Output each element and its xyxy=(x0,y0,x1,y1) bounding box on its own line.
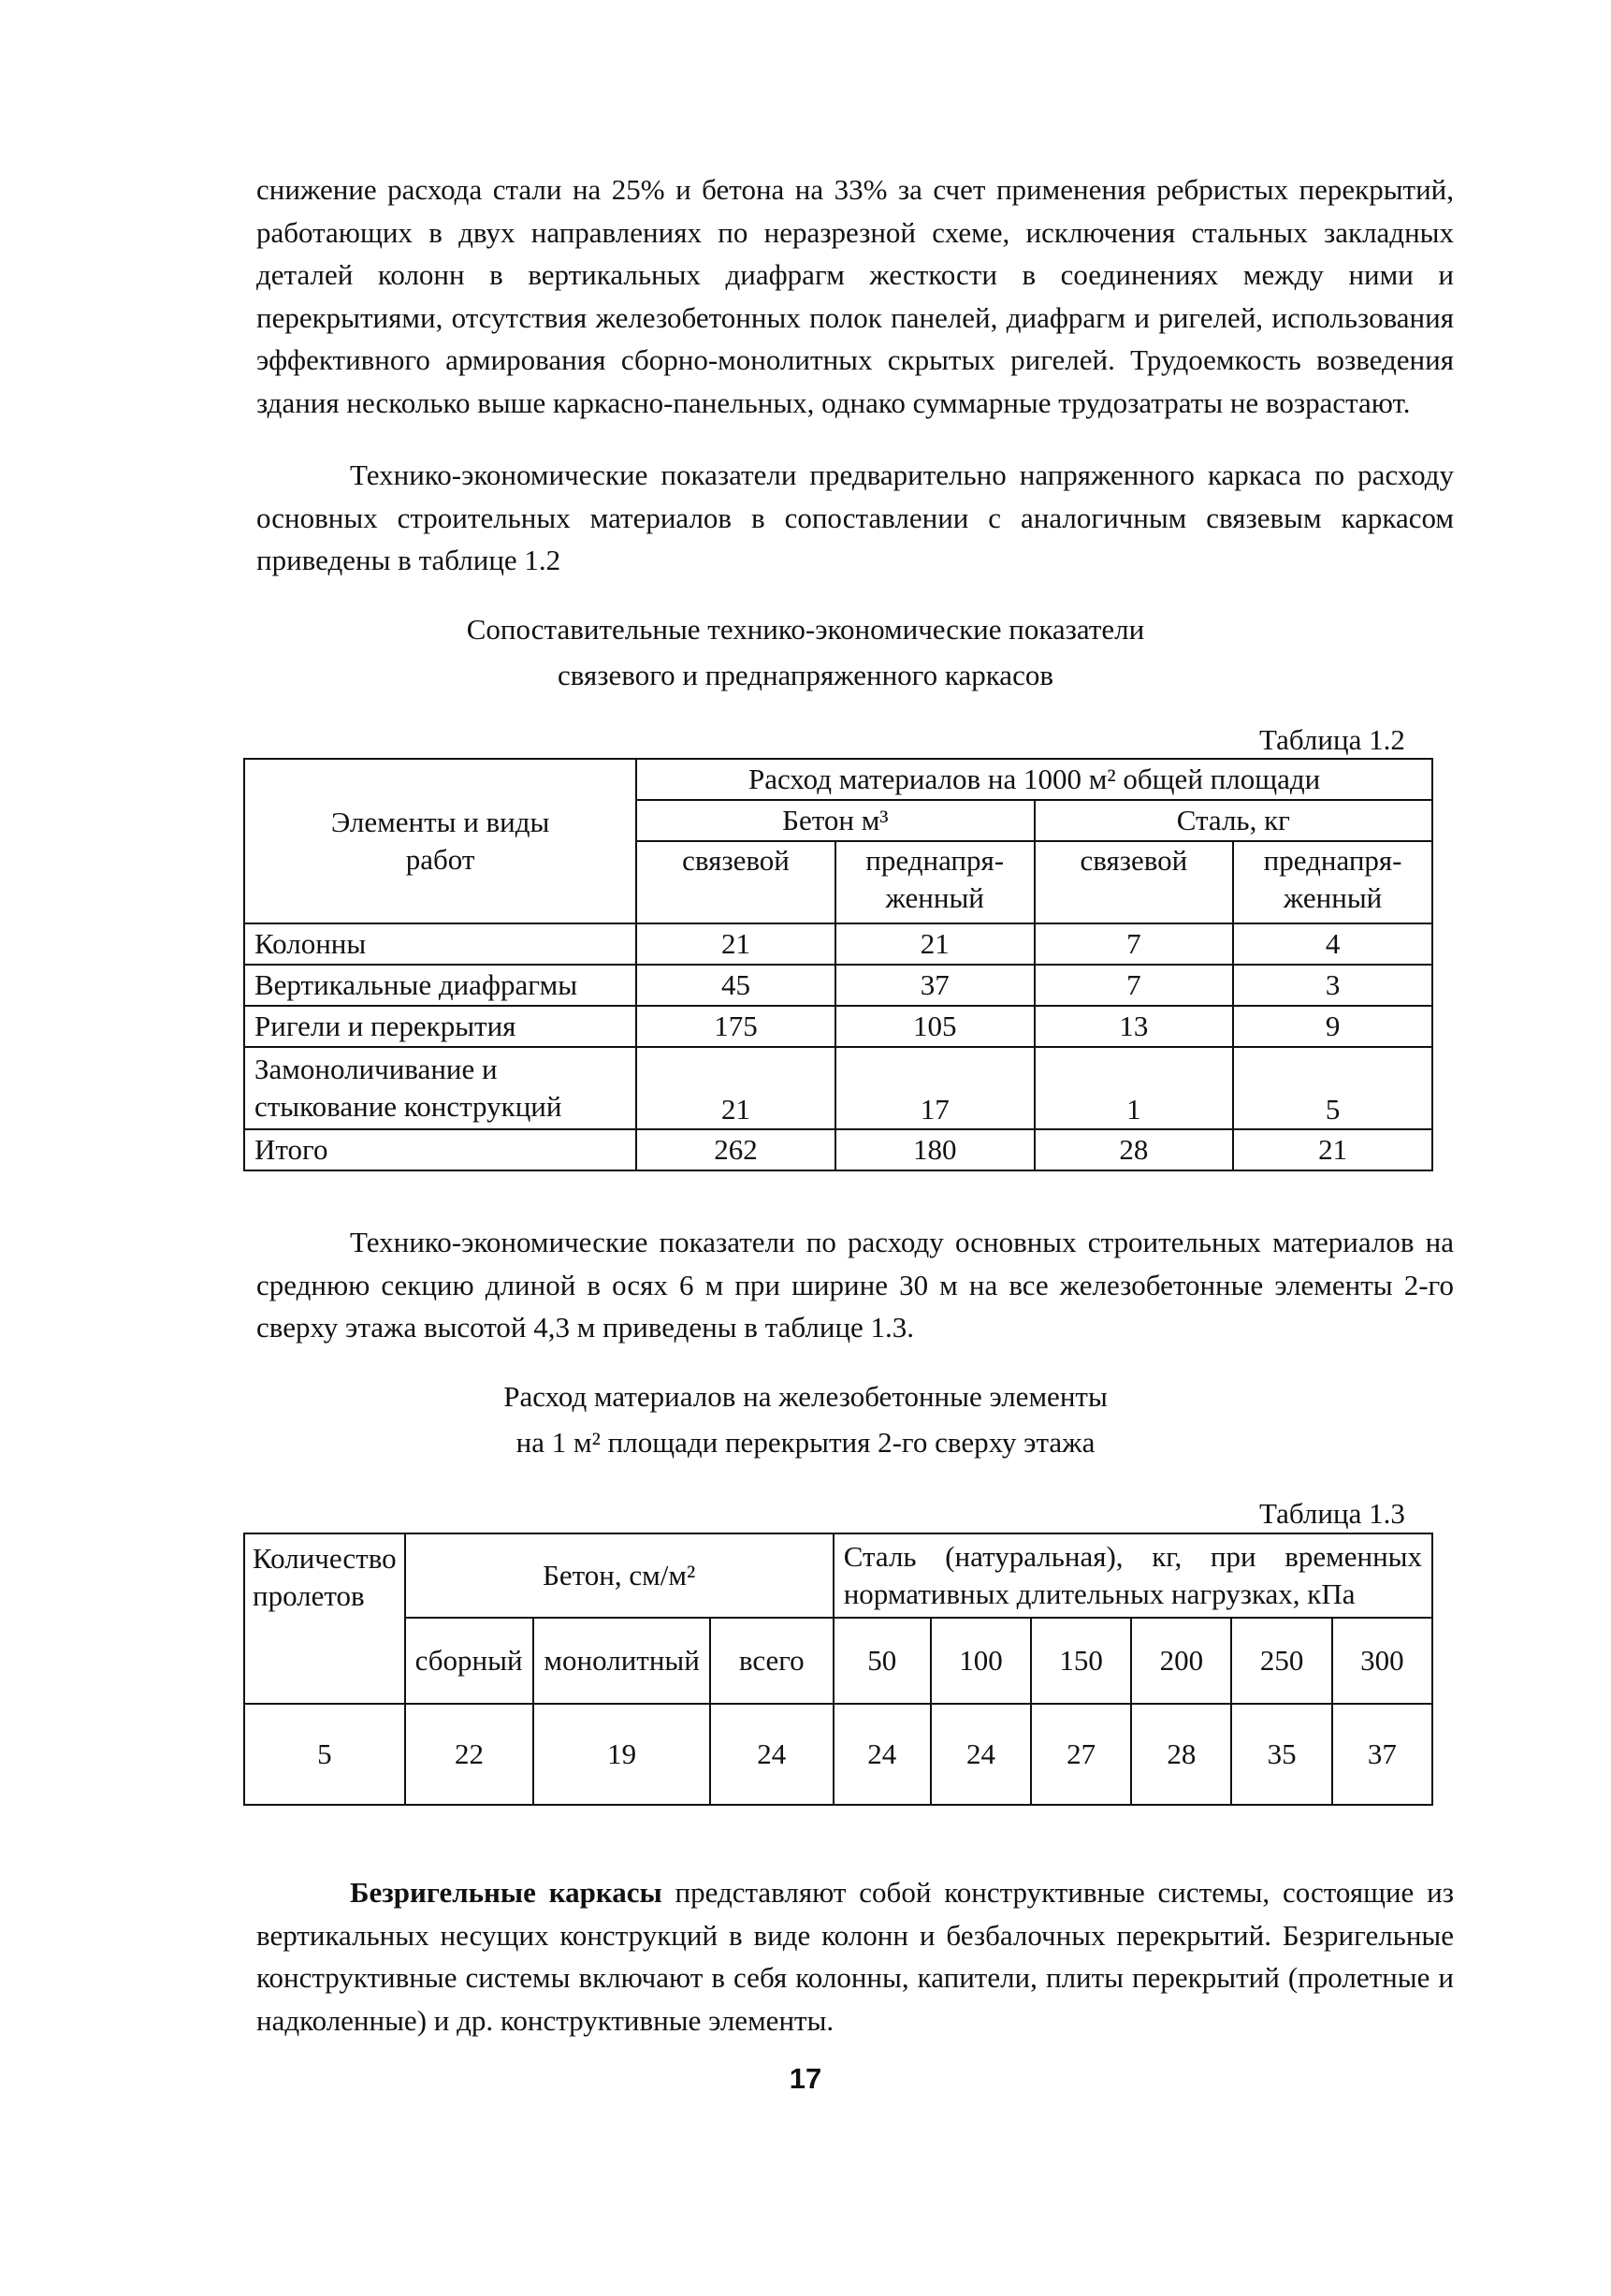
row-name: Ригели и перекрытия xyxy=(244,1006,636,1047)
table13-load-100: 100 xyxy=(931,1618,1031,1704)
table-row xyxy=(244,1047,1432,1129)
table13-head-concrete: Бетон, см/м² xyxy=(405,1533,834,1618)
cell: 7 xyxy=(1035,923,1234,965)
table12-head-steel: Сталь, кг xyxy=(1035,800,1432,841)
table12-sub-prestressed-steel: преднапря-женный xyxy=(1233,841,1432,923)
cell: 9 xyxy=(1233,1006,1432,1047)
cell: 3 xyxy=(1233,965,1432,1006)
table12-label: Таблица 1.2 xyxy=(1259,723,1405,756)
cell: 21 xyxy=(636,1047,835,1129)
cell: 13 xyxy=(1035,1006,1234,1047)
table13-label: Таблица 1.3 xyxy=(1259,1497,1405,1530)
row-name: Итого xyxy=(244,1129,636,1170)
cell: 21 xyxy=(835,923,1035,965)
paragraph-beamless-frames xyxy=(256,1871,1454,2042)
table-row xyxy=(244,1006,1432,1047)
table12-sub-braced-steel: связевой xyxy=(1035,841,1234,923)
table13-load-300: 300 xyxy=(1332,1618,1432,1704)
paragraph-beamless-text: представляют собой конструктивные системы, состоящие из вертикальных несущих конструкций в виде колонн и безбалочных перекрытий. Безригельные конструктивные системы включают в себя колонны, капители, плиты перекрытий (пролетные и надколенные) и др. конструктивные элементы. xyxy=(256,1876,1454,2037)
table13-title-line1: Расход материалов на железобетонные элементы xyxy=(503,1380,1108,1413)
cell: 17 xyxy=(835,1047,1035,1129)
row-name: Вертикальные диафрагмы xyxy=(244,965,636,1006)
table-row xyxy=(244,1704,1432,1805)
table12-head-concrete: Бетон м³ xyxy=(636,800,1034,841)
cell: 4 xyxy=(1233,923,1432,965)
cell: 24 xyxy=(834,1704,931,1805)
cell: 7 xyxy=(1035,965,1234,1006)
cell: 262 xyxy=(636,1129,835,1170)
table13-head-spans: Количество пролетов xyxy=(244,1533,405,1704)
term-beamless-frames: Безригельные каркасы xyxy=(350,1876,662,1909)
table13-load-150: 150 xyxy=(1031,1618,1131,1704)
cell: 45 xyxy=(636,965,835,1006)
cell: 35 xyxy=(1231,1704,1331,1805)
cell: 19 xyxy=(533,1704,709,1805)
table-row xyxy=(244,923,1432,965)
cell: 5 xyxy=(1233,1047,1432,1129)
table13-sub-total: всего xyxy=(710,1618,834,1704)
table12-head-consumption: Расход материалов на 1000 м² общей площади xyxy=(636,759,1432,800)
cell: 37 xyxy=(1332,1704,1432,1805)
table12-sub-braced-concrete: связевой xyxy=(636,841,835,923)
table13-sub-monolithic: монолитный xyxy=(533,1618,709,1704)
paragraph-table13-intro: Технико-экономические показатели по расходу основных строительных материалов на среднюю секцию длиной в осях 6 м при ширине 30 м на все железобетонные элементы 2-го сверху этажа высотой 4,3 м приведены в таблице 1.3. xyxy=(256,1226,1454,1344)
cell: 27 xyxy=(1031,1704,1131,1805)
cell: 21 xyxy=(636,923,835,965)
cell: 24 xyxy=(931,1704,1031,1805)
cell: 180 xyxy=(835,1129,1035,1170)
paragraph-table12-intro: Технико-экономические показатели предварительно напряженного каркаса по расходу основных строительных материалов в сопоставлении с аналогичным связевым каркасом приведены в таблице 1.2 xyxy=(256,458,1454,577)
page-number: 17 xyxy=(789,2062,822,2095)
paragraph-intro: снижение расхода стали на 25% и бетона на 33% за счет применения ребристых перекрытий, работающих в двух направлениях по неразрезной схеме, исключения стальных закладных деталей колонн в вертикальных диафрагм жесткости в соединениях между ними и перекрытиями, отсутствия железобетонных полок панелей, диафрагм и ригелей, использования эффективного армирования сборно-монолитных скрытых ригелей. Трудоемкость возведения здания несколько выше каркасно-панельных, однако суммарные трудозатраты не возрастают. xyxy=(256,173,1454,419)
cell: 22 xyxy=(405,1704,534,1805)
table13-load-200: 200 xyxy=(1131,1618,1231,1704)
table12-head-elements: Элементы и виды работ xyxy=(244,759,636,923)
table13-head-steel: Сталь (натуральная), кг, при временных нормативных длительных нагрузках, кПа xyxy=(834,1533,1432,1618)
table13-sub-precast: сборный xyxy=(405,1618,534,1704)
table12-sub-prestressed-concrete: преднапря-женный xyxy=(835,841,1035,923)
table13-load-50: 50 xyxy=(834,1618,931,1704)
table-row xyxy=(244,965,1432,1006)
table13-load-250: 250 xyxy=(1231,1618,1331,1704)
cell: 21 xyxy=(1233,1129,1432,1170)
cell: 28 xyxy=(1131,1704,1231,1805)
row-name: Замоноличивание и стыкование конструкций xyxy=(244,1047,636,1129)
table13-title-line2: на 1 м² площади перекрытия 2-го сверху этажа xyxy=(515,1426,1096,1459)
table-row xyxy=(244,1129,1432,1170)
table-1-3 xyxy=(243,1533,1433,1806)
table-1-2 xyxy=(243,758,1433,1171)
table12-title-line2: связевого и преднапряженного каркасов xyxy=(558,659,1053,691)
cell: 5 xyxy=(244,1704,405,1805)
row-name: Колонны xyxy=(244,923,636,965)
cell: 1 xyxy=(1035,1047,1234,1129)
cell: 37 xyxy=(835,965,1035,1006)
cell: 28 xyxy=(1035,1129,1234,1170)
cell: 175 xyxy=(636,1006,835,1047)
table12-title-line1: Сопоставительные технико-экономические показатели xyxy=(466,613,1145,646)
cell: 105 xyxy=(835,1006,1035,1047)
cell: 24 xyxy=(710,1704,834,1805)
